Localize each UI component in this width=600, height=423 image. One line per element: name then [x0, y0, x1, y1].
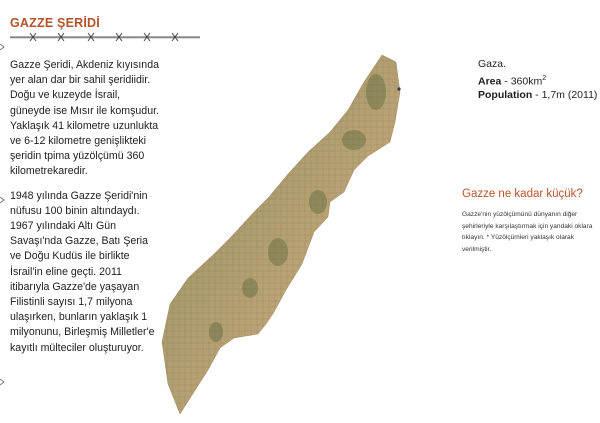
- compare-text: Gazze'nin yüzölçümünü dünyanın diğer şehirleriyle karşılaştırmak için yandaki oklara tıklayın. * Yüzölçümleri yaklaşık olarak verilmiştir.: [462, 211, 593, 253]
- page-title: GAZZE ŞERİDİ: [10, 16, 100, 30]
- history-paragraph: 1948 yılında Gazze Şeridi'nin nüfusu 100 binin altındaydı. 1967 yılındaki Altı Gün Savaşı'nda Gazze, Batı Şeria ve Doğu Kudüs ile birlikte İsrail'in eline geçti. 2011 itibarıyla Gazze'de yaşayan Filistinli sayısı 1,7 milyona ulaşırken, bunların yaklaşık 1 milyonunu, Birleşmiş Milletler'e kayıtlı mülteciler oluşturuyor.: [10, 189, 155, 354]
- area-unit-superscript: 2: [542, 74, 547, 82]
- intro-paragraph: Gazze Şeridi, Akdeniz kıyısında yer alan dar bir sahil şeridiidir. Doğu ve kuzeyde İsrail, güneyde ise Mısır ile komşudur. Yaklaşık 41 kilometre uzunlukta ve 6-12 kilometre genişlikteki şeridin tpima yüzölçümü 360 kilometrekaredir.: [10, 59, 159, 178]
- place-name: Gaza.: [478, 58, 507, 70]
- population-label: Population: [478, 88, 533, 101]
- edge-mark-icon: [0, 379, 5, 385]
- gaza-info: [478, 58, 597, 102]
- compare-title: Gazze ne kadar küçük?: [462, 188, 583, 200]
- area-value: - 360km: [501, 75, 543, 87]
- barbed-wire-icon: [10, 30, 200, 44]
- edge-mark-icon: [0, 44, 5, 50]
- edge-mark-icon: [0, 197, 5, 203]
- gaza-strip-satellite-map: [158, 52, 428, 418]
- area-label: Area: [478, 75, 502, 87]
- population-line: [478, 89, 597, 103]
- area-line: [478, 72, 597, 89]
- left-column: [10, 16, 160, 356]
- population-value: - 1,7m (2011): [532, 88, 598, 101]
